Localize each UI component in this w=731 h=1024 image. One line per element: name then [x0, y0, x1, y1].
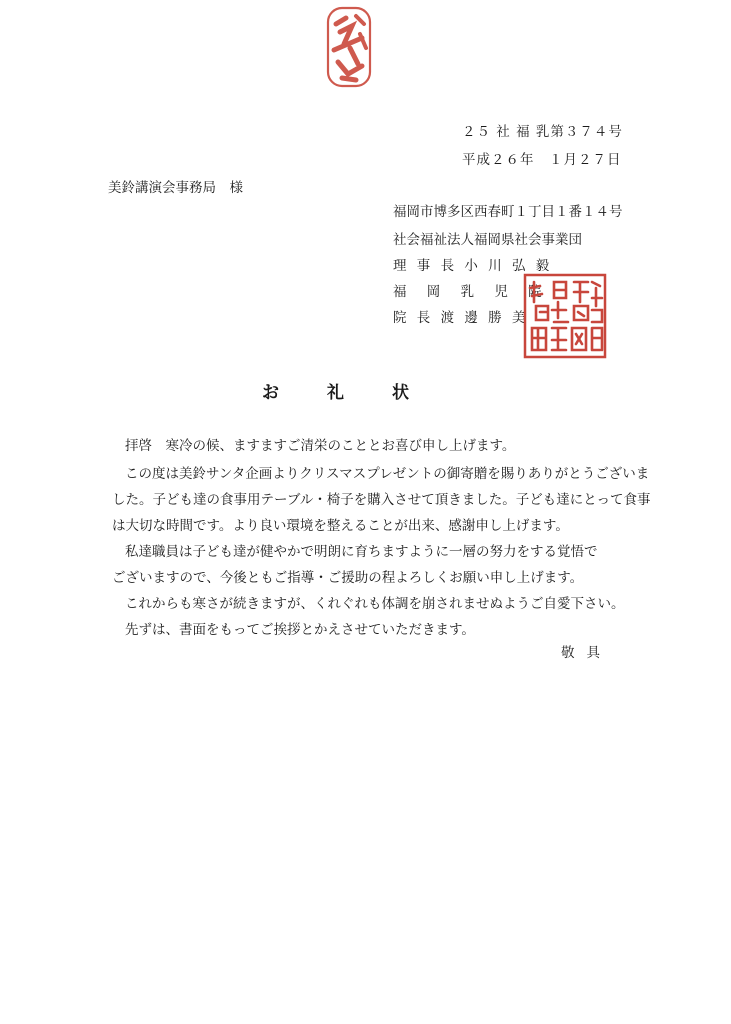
top-seal-stamp: [322, 4, 376, 90]
sender-organization: 社会福祉法人福岡県社会事業団: [393, 232, 582, 248]
sender-chairman: 理 事 長 小 川 弘 毅: [393, 258, 553, 274]
letter-title: お礼状: [262, 383, 457, 403]
sender-address: 福岡市博多区西春町１丁目１番１４号: [393, 204, 623, 220]
body-line: この度は美鈴サンタ企画よりクリスマスプレゼントの御寄贈を賜りありがとうございま: [125, 466, 650, 482]
closing-salutation: 敬具: [561, 645, 612, 661]
body-line: ございますので、今後ともご指導・ご援助の程よろしくお願い申し上げます。: [112, 570, 584, 586]
sender-director: 院 長 渡 邊 勝 美: [393, 310, 529, 326]
body-line: 私達職員は子ども達が健やかで明朗に育ちますように一層の努力をする覚悟で: [125, 544, 598, 560]
official-seal-stamp: [522, 272, 608, 360]
body-line: した。子ども達の食事用テーブル・椅子を購入させて頂きました。子ども達にとって食事: [112, 492, 651, 508]
body-line: 先ずは、書面をもってご挨拶とかえさせていただきます。: [125, 622, 475, 638]
reference-number: ２５ 社 福 乳第３７４号: [462, 124, 623, 140]
body-line: 拝啓 寒冷の候、ますますご清栄のこととお喜び申し上げます。: [125, 438, 516, 454]
recipient: 美鈴講演会事務局 様: [108, 180, 243, 196]
body-line: これからも寒さが続きますが、くれぐれも体調を崩されませぬようご自愛下さい。: [125, 596, 625, 612]
document-date: 平成２６年 １月２７日: [462, 152, 622, 168]
body-line: は大切な時間です。より良い環境を整えることが出来、感謝申し上げます。: [112, 518, 569, 534]
sender-facility: 福 岡 乳 児 院: [393, 284, 550, 300]
